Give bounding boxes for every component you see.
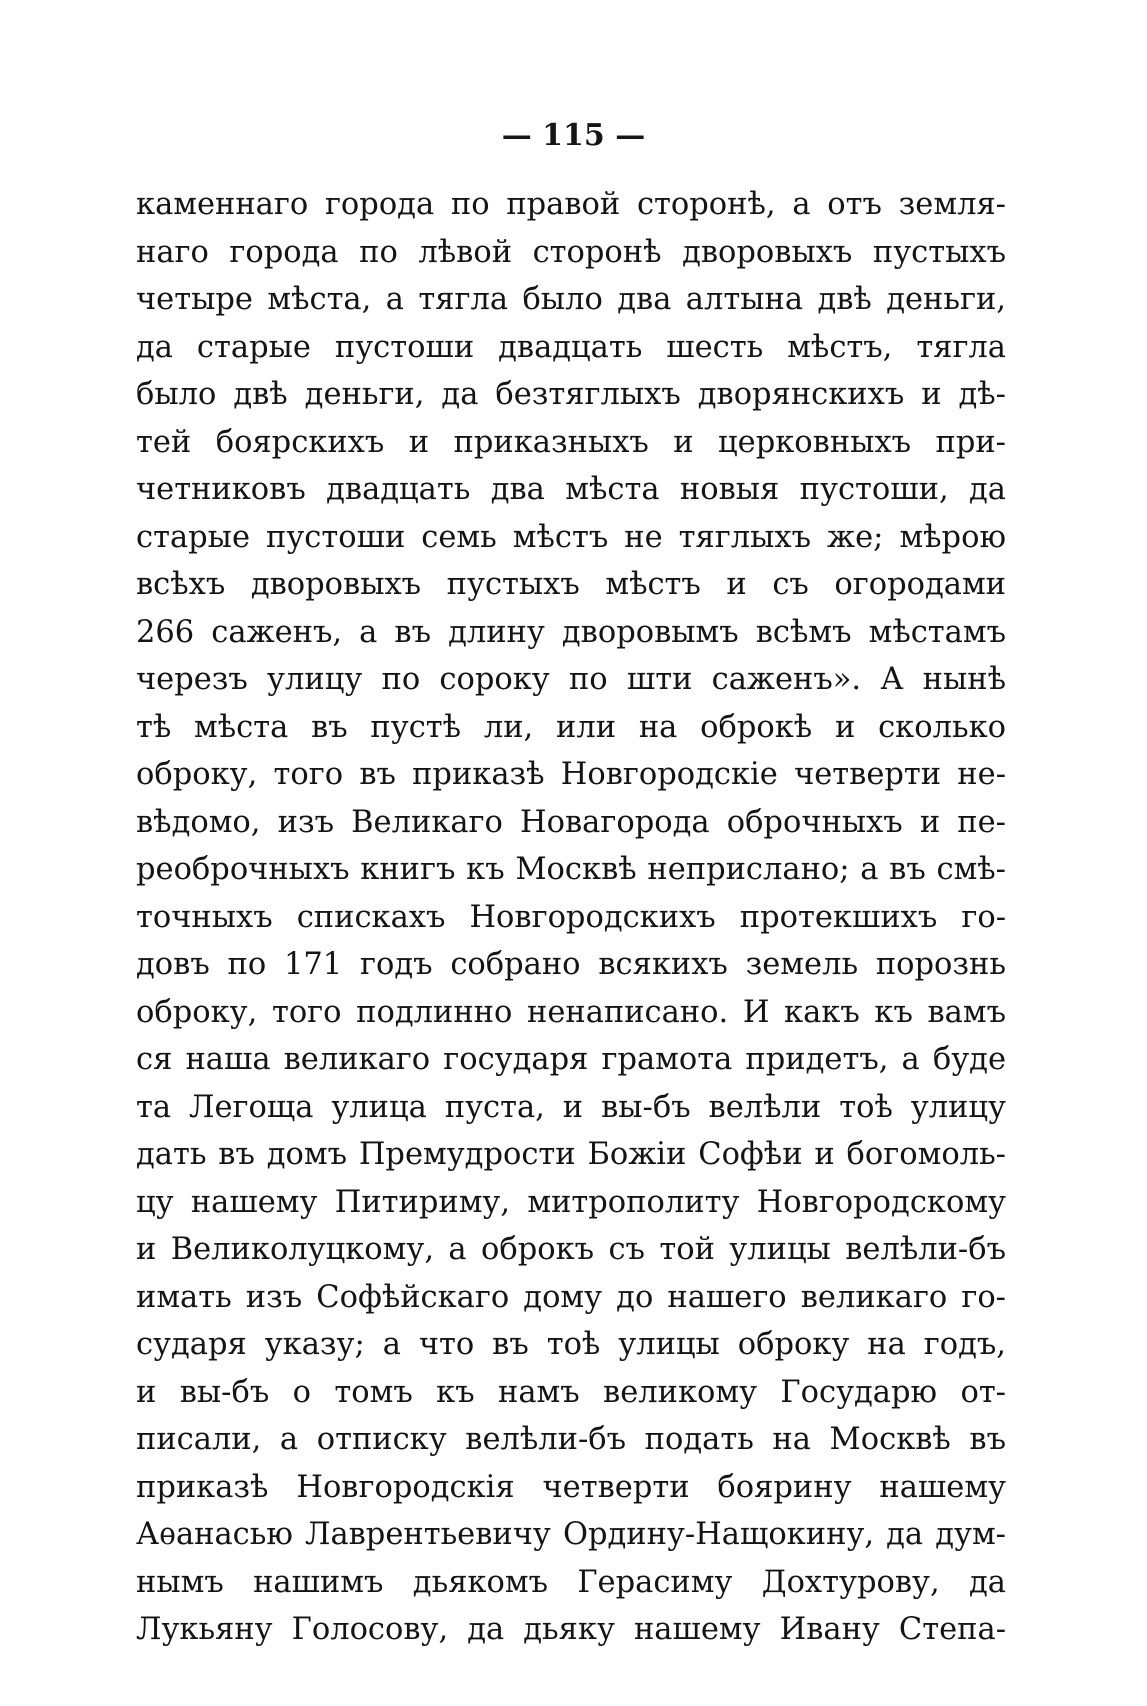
text-line: довъ по 171 годъ собрано всякихъ земель порознь [136,947,1006,983]
text-line: и вы-бъ о томъ къ намъ великому Государю от- [136,1374,1006,1410]
text-line: та Легоща улица пуста, и вы-бъ велѣли тоѣ улицу [136,1089,1006,1125]
text-line: черезъ улицу по сороку по шти саженъ». А нынѣ [136,662,1006,698]
text-line: всѣхъ дворовыхъ пустыхъ мѣстъ и съ огородами [136,567,1006,603]
text-line: и Великолуцкому, а оброкъ съ той улицы велѣли-бъ [136,1232,1006,1268]
text-line: реоброчныхъ книгъ къ Москвѣ неприслано; а въ смѣ- [136,852,1006,888]
text-line: ся наша великаго государя грамота придетъ, а буде [136,1042,1006,1078]
text-line: сударя указу; а что въ тоѣ улицы оброку на годъ, [136,1327,1006,1363]
text-line: старые пустоши семь мѣстъ не тяглыхъ же; мѣрою [136,519,1006,555]
text-line: приказѣ Новгородскія четверти боярину нашему [136,1469,1006,1505]
text-line: точныхъ спискахъ Новгородскихъ протекшихъ го- [136,899,1006,935]
text-line: каменнаго города по правой сторонѣ, а отъ земля- [136,187,1006,222]
text-line: имать изъ Софѣйскаго дому до нашего великаго го- [136,1279,1006,1315]
page-number: — 115 — [501,118,646,153]
text-line: четниковъ двадцать два мѣста новыя пустоши, да [136,472,1006,508]
text-line: дать въ домъ Премудрости Божіи Софѣи и богомоль- [136,1137,1006,1173]
text-line: вѣдомо, изъ Великаго Новагорода оброчныхъ и пе- [136,804,1006,840]
body-text [136,181,1006,1654]
text-line: оброку, того подлинно ненаписано. И какъ къ вамъ [136,994,1006,1030]
text-line: нымъ нашимъ дьякомъ Герасиму Дохтурову, да [136,1564,1006,1600]
text-line: да старые пустоши двадцать шесть мѣстъ, тягла [136,329,1006,365]
text-line: оброку, того въ приказѣ Новгородскіе четверти не- [136,757,1006,793]
text-line: было двѣ деньги, да безтяглыхъ дворянскихъ и дѣ- [136,377,1006,413]
text-line: четыре мѣста, а тягла было два алтына двѣ деньги, [136,282,1006,318]
text-line: Лукьяну Голосову, да дьяку нашему Ивану Степа- [136,1612,1006,1648]
text-line: тѣ мѣста въ пустѣ ли, или на оброкѣ и сколько [136,709,1006,745]
text-line: цу нашему Питириму, митрополиту Новгородскому [136,1184,1006,1220]
text-line: тей боярскихъ и приказныхъ и церковныхъ при- [136,424,1006,460]
text-line: Аѳанасью Лаврентьевичу Ордину-Нащокину, да дум- [136,1517,1006,1553]
text-line: наго города по лѣвой сторонѣ дворовыхъ пустыхъ [136,234,1006,270]
text-line: 266 саженъ, а въ длину дворовымъ всѣмъ мѣстамъ [136,614,1006,650]
text-line: писали, а отписку велѣли-бъ подать на Москвѣ въ [136,1422,1006,1458]
